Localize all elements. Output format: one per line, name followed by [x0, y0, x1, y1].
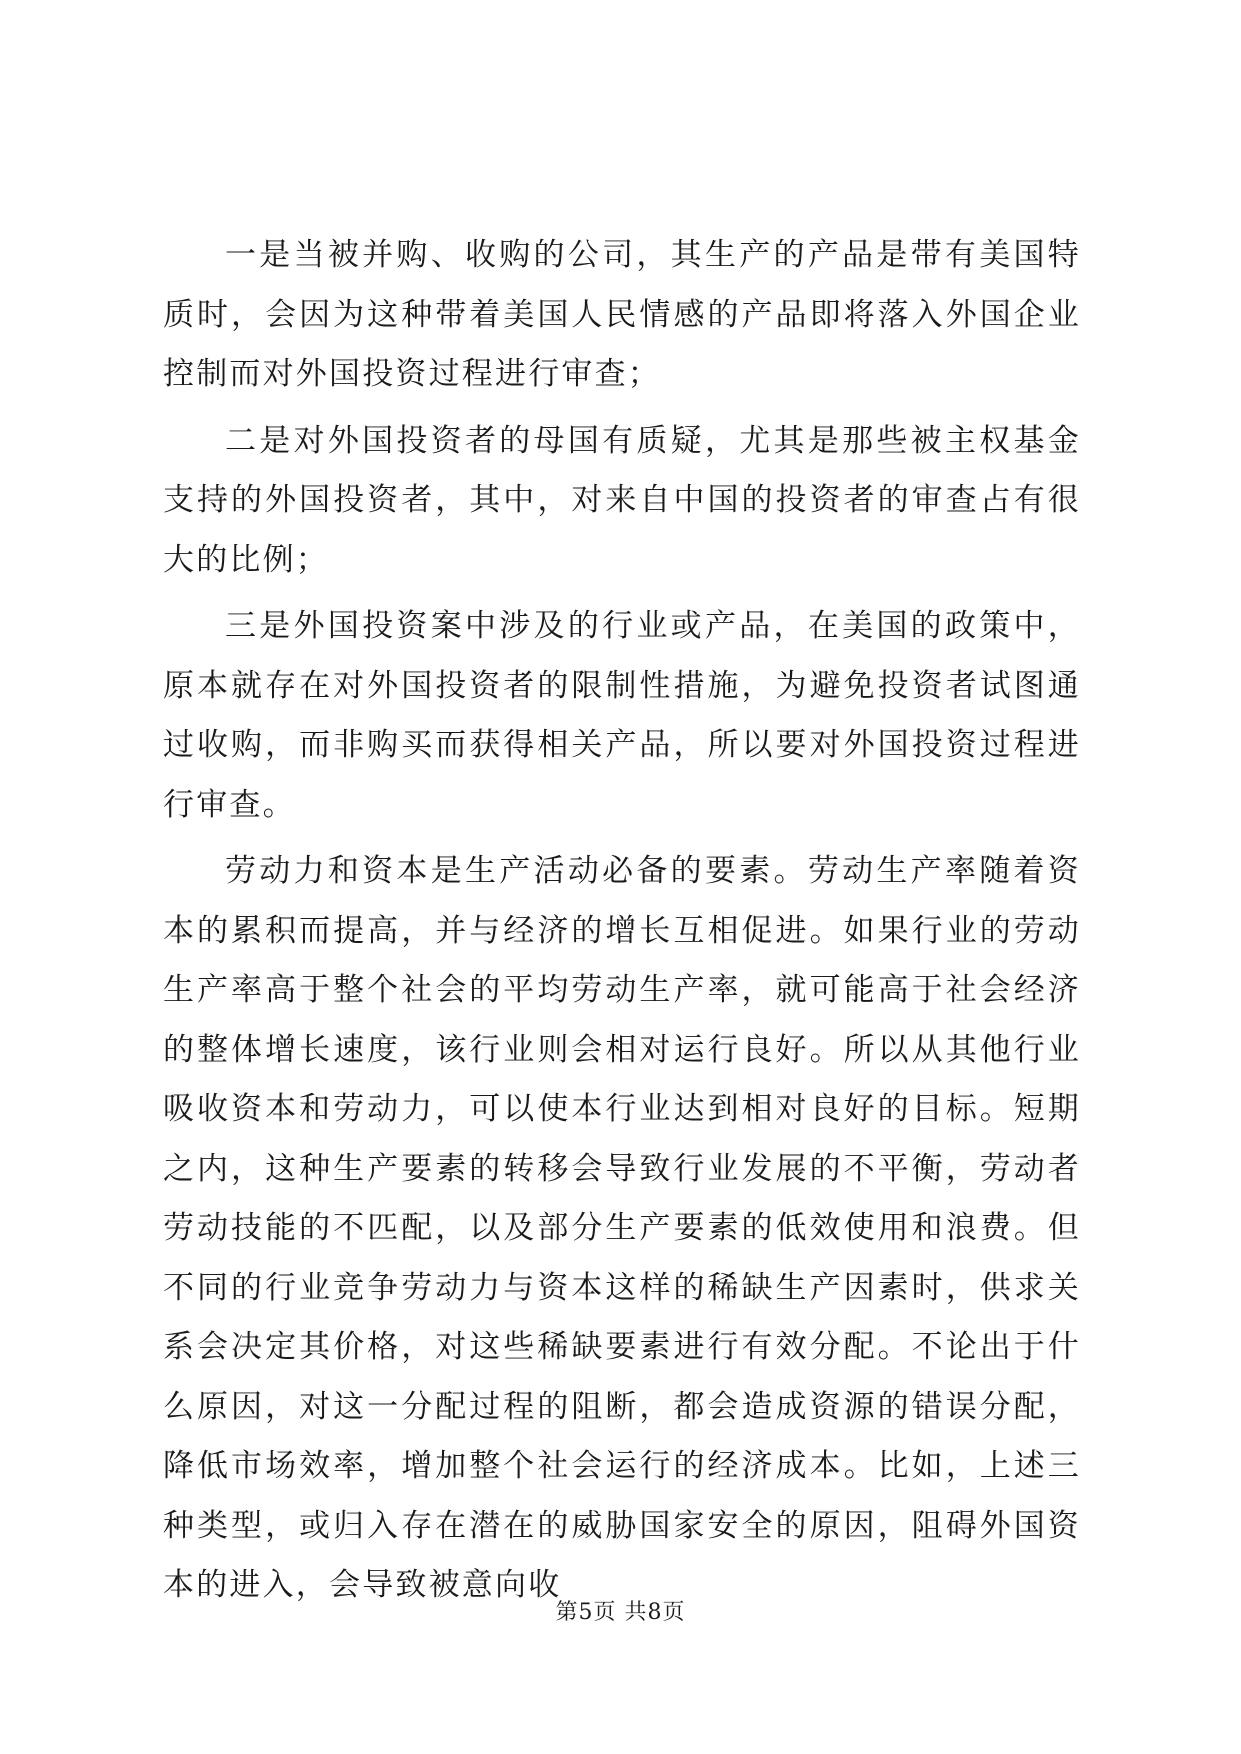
paragraph-3: 三是外国投资案中涉及的行业或产品，在美国的政策中，原本就存在对外国投资者的限制性措施，为避免投资者试图通过收购，而非购买而获得相关产品，所以要对外国投资过程进行审查。: [163, 608, 1081, 823]
paragraph-4: 劳动力和资本是生产活动必备的要素。劳动生产率随着资本的累积而提高，并与经济的增长互相促进。如果行业的劳动生产率高于整个社会的平均劳动生产率，就可能高于社会经济的整体增长速度，该行业则会相对运行良好。所以从其他行业吸收资本和劳动力，可以使本行业达到相对良好的目标。短期之内，这种生产要素的转移会导致行业发展的不平衡，劳动者劳动技能的不匹配，以及部分生产要素的低效使用和浪费。但不同的行业竞争劳动力与资本这样的稀缺生产因素时，供求关系会决定其价格，对这些稀缺要素进行有效分配。不论出于什么原因，对这一分配过程的阻断，都会造成资源的错误分配，降低市场效率，增加整个社会运行的经济成本。比如，上述三种类型，或归入存在潜在的威胁国家安全的原因，阻碍外国资本的进入，会导致被意向收: [163, 853, 1081, 1603]
paragraph-2: 二是对外国投资者的母国有质疑，尤其是那些被主权基金支持的外国投资者，其中，对来自中国的投资者的审查占有很大的比例；: [163, 422, 1081, 578]
document-body: [163, 226, 1081, 1623]
paragraph-1: 一是当被并购、收购的公司，其生产的产品是带有美国特质时，会因为这种带着美国人民情感的产品即将落入外国企业控制而对外国投资过程进行审查；: [163, 237, 1081, 392]
page-number-footer: 第5页 共8页: [555, 1600, 686, 1625]
